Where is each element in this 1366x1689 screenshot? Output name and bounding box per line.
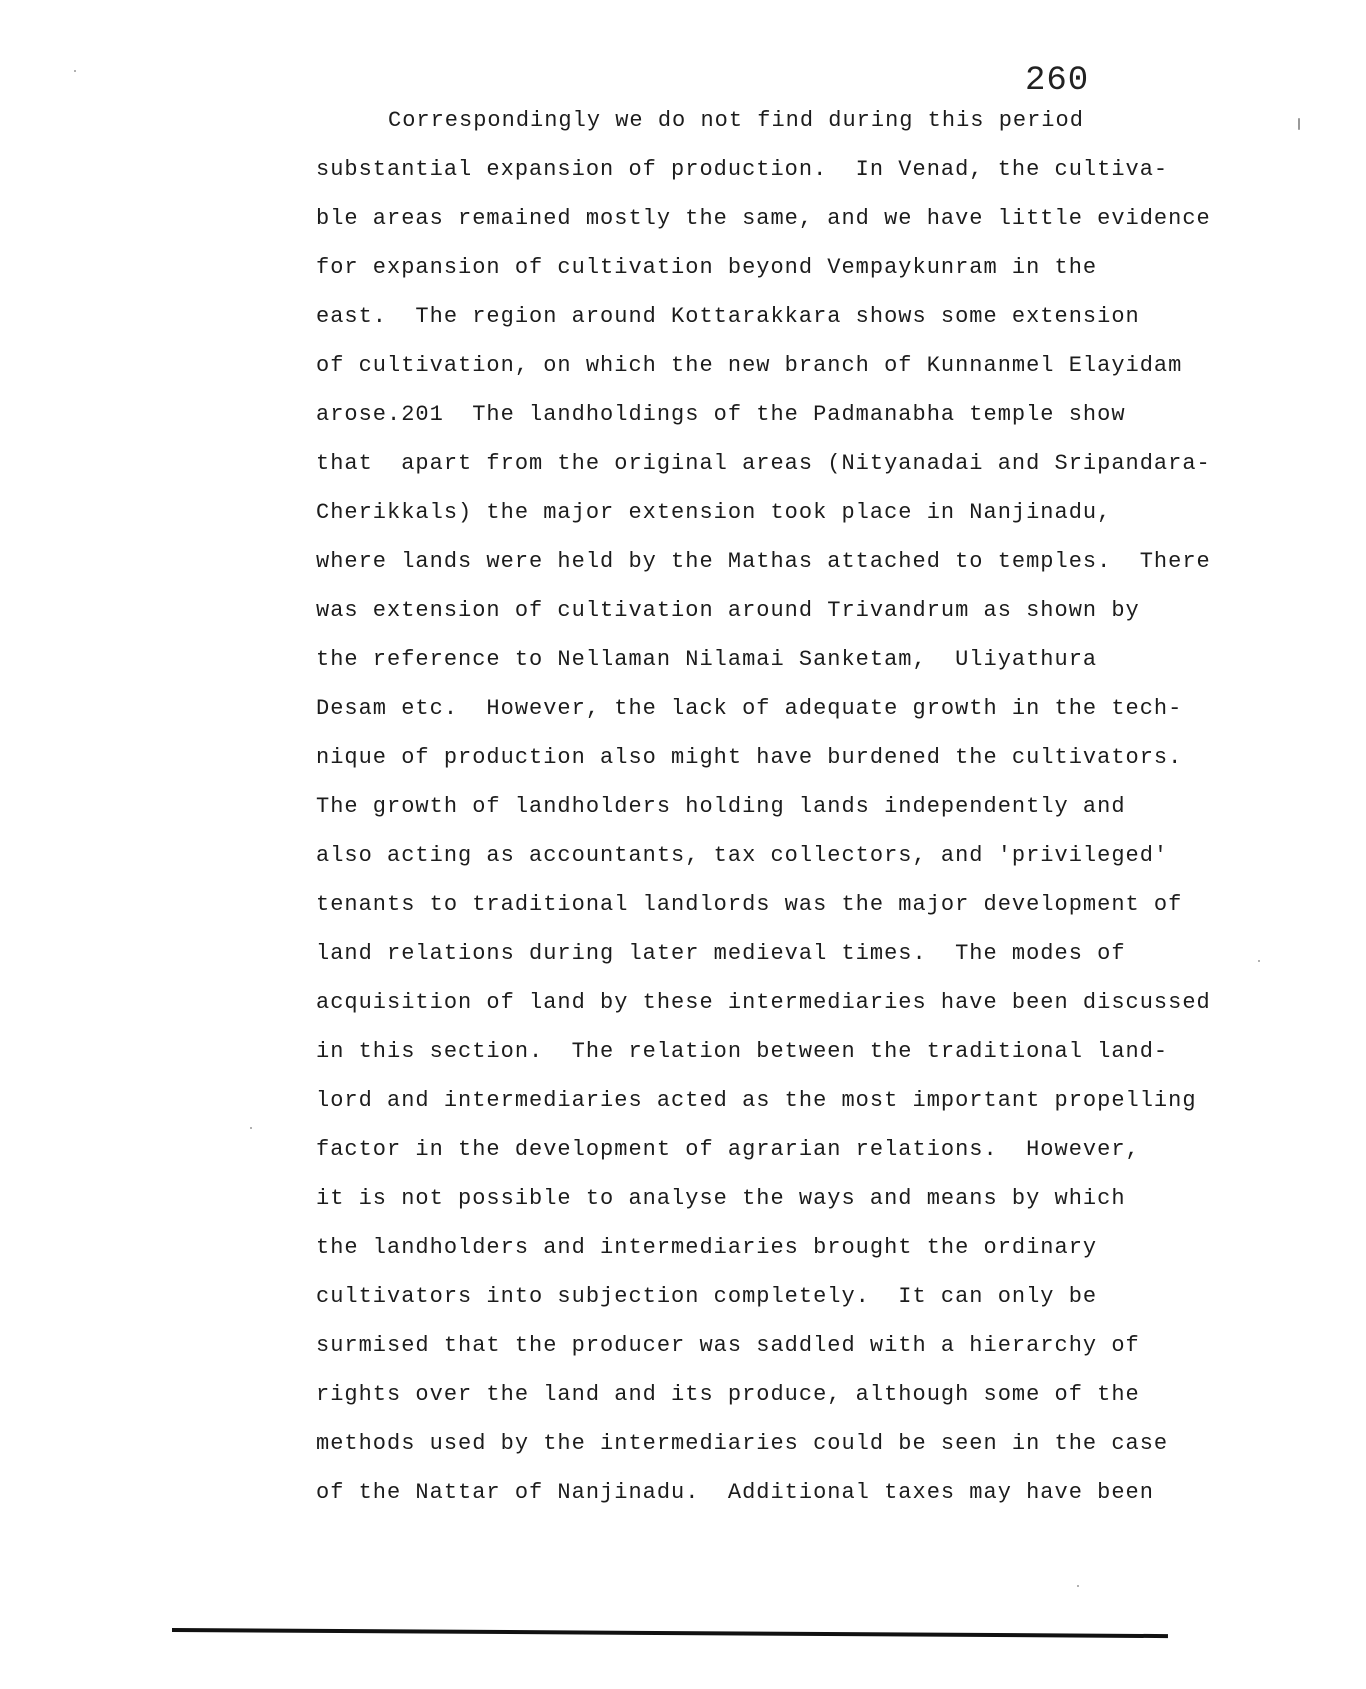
text-line: that apart from the original areas (Nityanadai and Sripandara- (316, 451, 1211, 476)
text-line: The growth of landholders holding lands independently and (316, 794, 1126, 819)
text-line: was extension of cultivation around Trivandrum as shown by (316, 598, 1140, 623)
text-line: methods used by the intermediaries could be seen in the case (316, 1431, 1169, 1456)
text-line: east. The region around Kottarakkara shows some extension (316, 304, 1140, 329)
text-line: acquisition of land by these intermediaries have been discussed (316, 990, 1211, 1015)
text-line: the reference to Nellaman Nilamai Sanketam, Uliyathura (316, 647, 1098, 672)
scan-speck (1258, 960, 1260, 962)
text-line: it is not possible to analyse the ways and means by which (316, 1186, 1126, 1211)
text-line: where lands were held by the Mathas attached to temples. There (316, 549, 1211, 574)
text-line: cultivators into subjection completely. It can only be (316, 1284, 1098, 1309)
text-line: Correspondingly we do not find during this period (388, 108, 1084, 133)
text-line: also acting as accountants, tax collectors, and 'privileged' (316, 843, 1169, 868)
text-line: in this section. The relation between the traditional land- (316, 1039, 1169, 1064)
text-line: surmised that the producer was saddled with a hierarchy of (316, 1333, 1140, 1358)
text-line: ble areas remained mostly the same, and we have little evidence (316, 206, 1211, 231)
footnote-divider (172, 1628, 1168, 1638)
text-line: lord and intermediaries acted as the most important propelling (316, 1088, 1197, 1113)
page-number: 260 (1025, 62, 1090, 100)
text-line: the landholders and intermediaries brought the ordinary (316, 1235, 1098, 1260)
text-line: factor in the development of agrarian relations. However, (316, 1137, 1140, 1162)
text-line: rights over the land and its produce, although some of the (316, 1382, 1140, 1407)
scan-speck (74, 70, 76, 72)
text-line: Cherikkals) the major extension took place in Nanjinadu, (316, 500, 1112, 525)
text-line: tenants to traditional landlords was the major development of (316, 892, 1183, 917)
text-line: of cultivation, on which the new branch of Kunnanmel Elayidam (316, 353, 1183, 378)
text-line: arose.201 The landholdings of the Padmanabha temple show (316, 402, 1126, 427)
text-line: land relations during later medieval times. The modes of (316, 941, 1126, 966)
scan-speck (1298, 118, 1300, 130)
scan-speck (250, 1127, 252, 1129)
text-line: of the Nattar of Nanjinadu. Additional taxes may have been (316, 1480, 1154, 1505)
text-line: substantial expansion of production. In Venad, the cultiva- (316, 157, 1169, 182)
text-line: nique of production also might have burdened the cultivators. (316, 745, 1183, 770)
scan-speck (1077, 1585, 1079, 1587)
text-line: Desam etc. However, the lack of adequate growth in the tech- (316, 696, 1183, 721)
text-line: for expansion of cultivation beyond Vempaykunram in the (316, 255, 1098, 280)
